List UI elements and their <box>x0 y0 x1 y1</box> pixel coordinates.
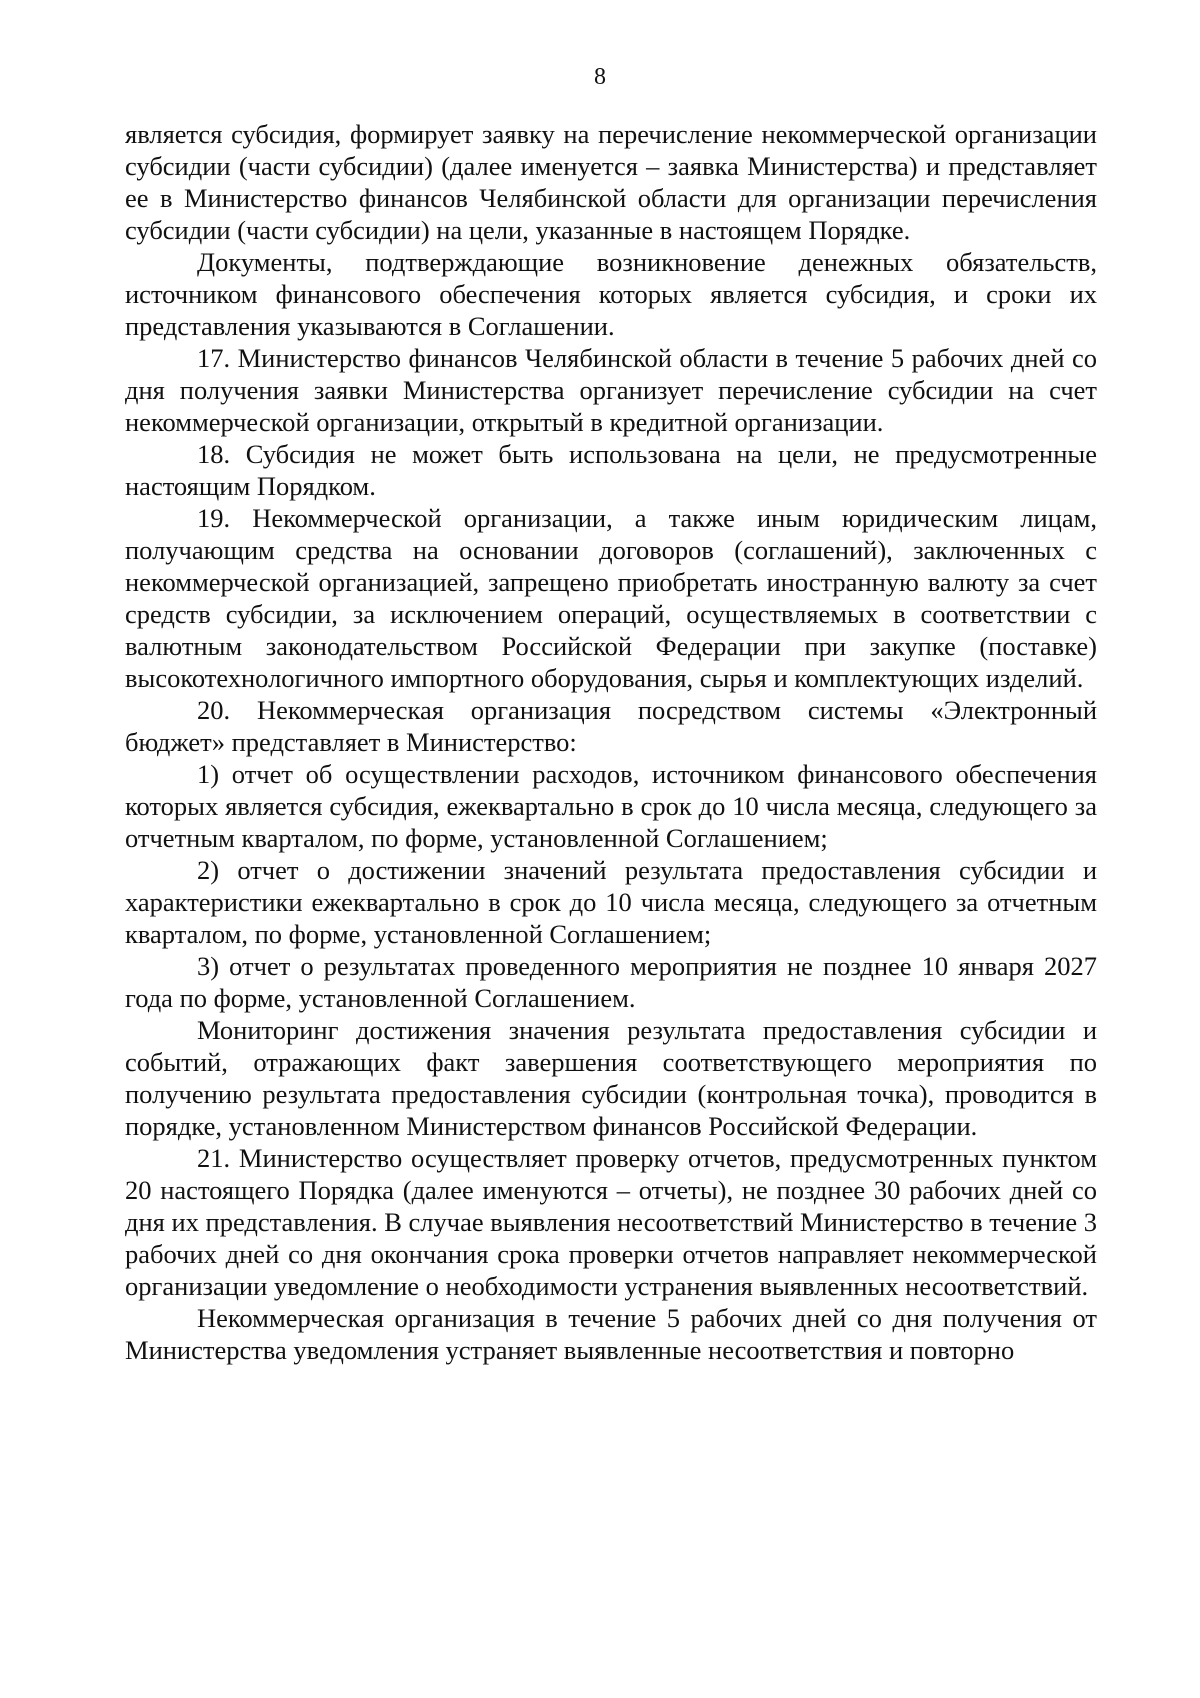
paragraph-monitoring: Мониторинг достижения значения результата предоставления субсидии и событий, отражающих факт завершения соответствующего мероприятия по получению результата предоставления субсидии (контрольная точка), проводится в порядке, установленном Министерством финансов Российской Федерации. <box>125 1015 1097 1141</box>
paragraph-documents: Документы, подтверждающие возникновение денежных обязательств, источником финансового обеспечения которых является субсидия, и сроки их представления указываются в Соглашении. <box>125 247 1097 341</box>
paragraph-correction: Некоммерческая организация в течение 5 рабочих дней со дня получения от Министерства уведомления устраняет выявленные несоответствия и повторно <box>125 1303 1097 1365</box>
paragraph-subitem-2: 2) отчет о достижении значений результата предоставления субсидии и характеристики ежеквартально в срок до 10 числа месяца, следующего за отчетным кварталом, по форме, установленной Соглашением; <box>125 855 1097 949</box>
page-number: 8 <box>594 64 606 90</box>
paragraph-item-19: 19. Некоммерческой организации, а также иным юридическим лицам, получающим средства на основании договоров (соглашений), заключенных с некоммерческой организацией, запрещено приобретать иностранную валюту за счет средств субсидии, за исключением операций, осуществляемых в соответствии с валютным законодательством Российской Федерации при закупке (поставке) высокотехнологичного импортного оборудования, сырья и комплектующих изделий. <box>125 503 1097 693</box>
paragraph-item-18: 18. Субсидия не может быть использована на цели, не предусмотренные настоящим Порядком. <box>125 439 1097 501</box>
paragraph-subitem-3: 3) отчет о результатах проведенного мероприятия не позднее 10 января 2027 года по форме, установленной Соглашением. <box>125 951 1097 1013</box>
paragraph-subitem-1: 1) отчет об осуществлении расходов, источником финансового обеспечения которых является субсидия, ежеквартально в срок до 10 числа месяца, следующего за отчетным кварталом, по форме, установленной Соглашением; <box>125 759 1097 853</box>
paragraph-item-21: 21. Министерство осуществляет проверку отчетов, предусмотренных пунктом 20 настоящего Порядка (далее именуются – отчеты), не позднее 30 рабочих дней со дня их представления. В случае выявления несоответствий Министерство в течение 3 рабочих дней со дня окончания срока проверки отчетов направляет некоммерческой организации уведомление о необходимости устранения выявленных несоответствий. <box>125 1143 1097 1301</box>
paragraph-item-17: 17. Министерство финансов Челябинской области в течение 5 рабочих дней со дня получения заявки Министерства организует перечисление субсидии на счет некоммерческой организации, открытый в кредитной организации. <box>125 343 1097 437</box>
paragraph-item-20: 20. Некоммерческая организация посредством системы «Электронный бюджет» представляет в Министерство: <box>125 695 1097 757</box>
document-body <box>125 118 1097 1366</box>
paragraph-continuation: является субсидия, формирует заявку на перечисление некоммерческой организации субсидии (части субсидии) (далее именуется – заявка Министерства) и представляет ее в Министерство финансов Челябинской области для организации перечисления субсидии (части субсидии) на цели, указанные в настоящем Порядке. <box>125 119 1097 245</box>
